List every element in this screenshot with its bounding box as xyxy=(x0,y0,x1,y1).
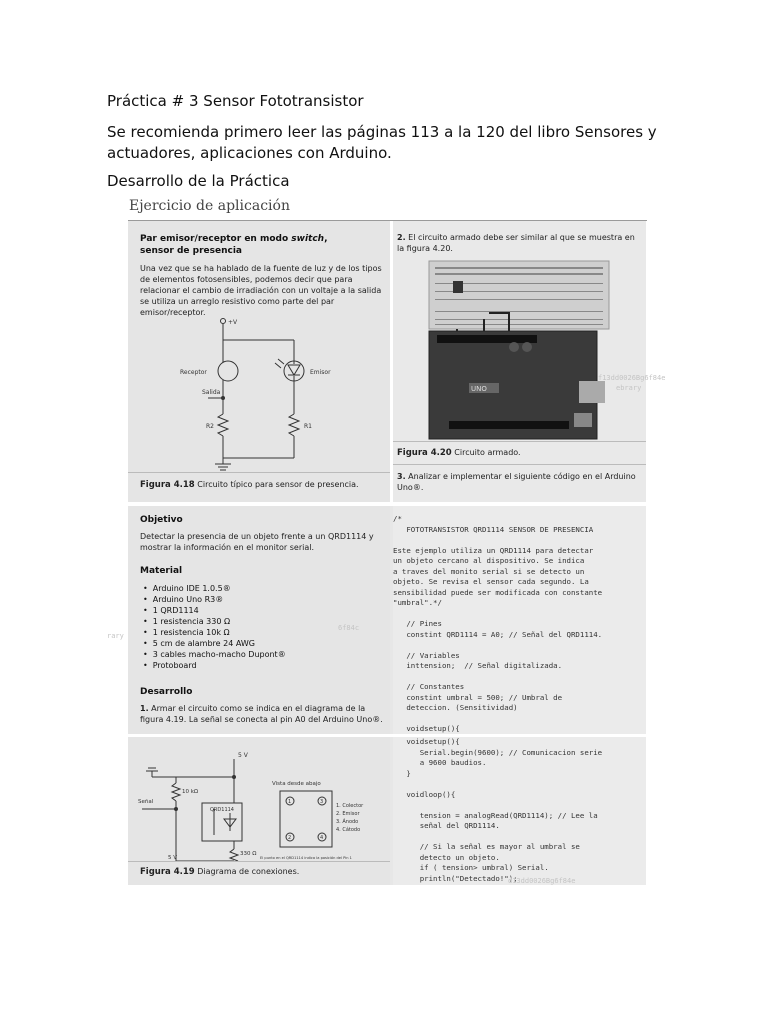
pin-label: 1. Colector xyxy=(336,803,364,809)
pin-number: 4 xyxy=(320,835,324,841)
label-5v: 5 V xyxy=(238,752,248,759)
watermark: 6f84c xyxy=(338,624,360,632)
watermark: f13dd0026Bg6f84e xyxy=(598,374,666,382)
watermark: d13dd0026Bg6f84e xyxy=(508,877,576,885)
step-2: 2. El circuito armado debe ser similar al que se muestra en la figura 4.20. xyxy=(397,233,635,253)
scan-ejercicio xyxy=(128,198,666,502)
list-item: • Arduino Uno R3® xyxy=(152,594,286,605)
list-item: • Protoboard xyxy=(152,660,286,671)
desarrollo-title: Desarrollo xyxy=(140,687,193,697)
list-item: • 3 cables macho-macho Dupont® xyxy=(152,649,286,660)
circuit-diagram-4-19 xyxy=(134,743,384,863)
svg-text:UNO: UNO xyxy=(471,385,487,393)
objetivo-panel xyxy=(128,506,390,734)
panel-body: Una vez que se ha hablado de la fuente de luz y de los tipos de elementos fotosensibles, podemos decir que para relacionar el cambio de irradiación con un voltaje a la salida se utiliza un arreglo resistivo como parte del par emisor/receptor. xyxy=(140,264,382,317)
material-list xyxy=(142,583,286,671)
right-panel xyxy=(393,221,646,502)
label-r1: R1 xyxy=(304,423,312,430)
step-1: 1. Armar el circuito como se indica en el diagrama de la figura 4.19. La señal se conecta al pin A0 del Arduino Uno®. xyxy=(140,704,383,724)
step-3: 3. Analizar e implementar el siguiente código en el Arduino Uno®. xyxy=(397,472,636,492)
circuit-diagram-4-18 xyxy=(168,314,358,474)
code-panel-2 xyxy=(393,737,646,885)
figure-4-18-caption: Figura 4.18 Circuito típico para sensor de presencia. xyxy=(140,480,359,490)
figure-4-20-caption: Figura 4.20 Circuito armado. xyxy=(397,448,521,458)
code-block-1: /* FOTOTRANSISTOR QRD1114 SENSOR DE PRESENCIA Este ejemplo utiliza un QRD1114 para detectar un objeto cercano al dispositivo. Se indica a traves del monito serial si se detecto un objeto. Se revisa el sensor cada segundo. La sensibilidad puede ser modificada con constante "umbral".*/ // Pines constint QRD1114 = A0; // Señal del QRD1114. // Variables inttension; // Señal digitalizada. // Constantes constint umbral = 500; // Umbral de deteccion. (Sensitividad) voidsetup(){ xyxy=(393,514,603,733)
scan-conexiones xyxy=(128,737,646,885)
list-item: • Arduino IDE 1.0.5® xyxy=(152,583,286,594)
section-title: Desarrollo de la Práctica xyxy=(107,172,290,190)
pin-label: 3. Ánodo xyxy=(336,819,359,825)
list-item: • 1 resistencia 330 Ω xyxy=(152,616,286,627)
vista-title: Vista desde abajo xyxy=(272,781,321,787)
label-senal: Señal xyxy=(138,799,154,805)
scan-objetivo xyxy=(128,506,646,734)
pin-number: 2 xyxy=(288,835,292,841)
figure-4-19-caption: Figura 4.19 Diagrama de conexiones. xyxy=(140,867,300,877)
page-title: Práctica # 3 Sensor Fototransistor xyxy=(107,92,364,110)
intro-paragraph: Se recomienda primero leer las páginas 113 a la 120 del libro Sensores y actuadores, aplicaciones con Arduino. xyxy=(107,123,657,162)
left-panel xyxy=(128,221,390,502)
label-salida: Salida xyxy=(202,389,221,396)
label-receptor: Receptor xyxy=(180,369,207,376)
connections-panel xyxy=(128,737,390,885)
label-vcc: +V xyxy=(228,319,238,326)
pin-number: 1 xyxy=(288,799,292,805)
list-item: • 5 cm de alambre 24 AWG xyxy=(152,638,286,649)
ejercicio-header: Ejercicio de aplicación xyxy=(128,198,647,221)
pin-number: 3 xyxy=(320,799,324,805)
pin-note: El punto en el QRD1114 indica la posición del Pin 1 xyxy=(260,856,352,860)
material-title: Material xyxy=(140,566,183,576)
list-item: • 1 resistencia 10k Ω xyxy=(152,627,286,638)
code-block-2: voidsetup(){ Serial.begin(9600); // Comunicacion serie a 9600 baudios. } voidloop(){ tension = analogRead(QRD1114); // Lee la señal del QRD1114. // Si la señal es mayor al umbral se detecto un objeto. if ( tension> umbral) Serial. println("Detectado!"); xyxy=(393,737,603,883)
pin-label: 4. Cátodo xyxy=(336,827,361,833)
objetivo-title: Objetivo xyxy=(140,515,183,525)
label-330: 330 Ω xyxy=(240,851,257,857)
label-qrd: QRD1114 xyxy=(210,807,234,813)
code-panel-1 xyxy=(393,506,646,734)
label-r2: R2 xyxy=(206,423,214,430)
label-5v-b: 5 V xyxy=(168,855,178,861)
label-10k: 10 kΩ xyxy=(182,789,199,795)
panel-heading: Par emisor/receptor en modo switch, sensor de presencia xyxy=(140,234,328,256)
watermark: ebrary xyxy=(616,384,642,392)
pin-label: 2. Emisor xyxy=(336,811,360,817)
watermark: rary xyxy=(107,632,124,640)
label-emisor: Emisor xyxy=(310,369,331,376)
arduino-circuit-photo xyxy=(429,261,609,441)
objetivo-text: Detectar la presencia de un objeto frente a un QRD1114 y mostrar la información en el monitor serial. xyxy=(140,532,374,552)
list-item: • 1 QRD1114 xyxy=(152,605,286,616)
